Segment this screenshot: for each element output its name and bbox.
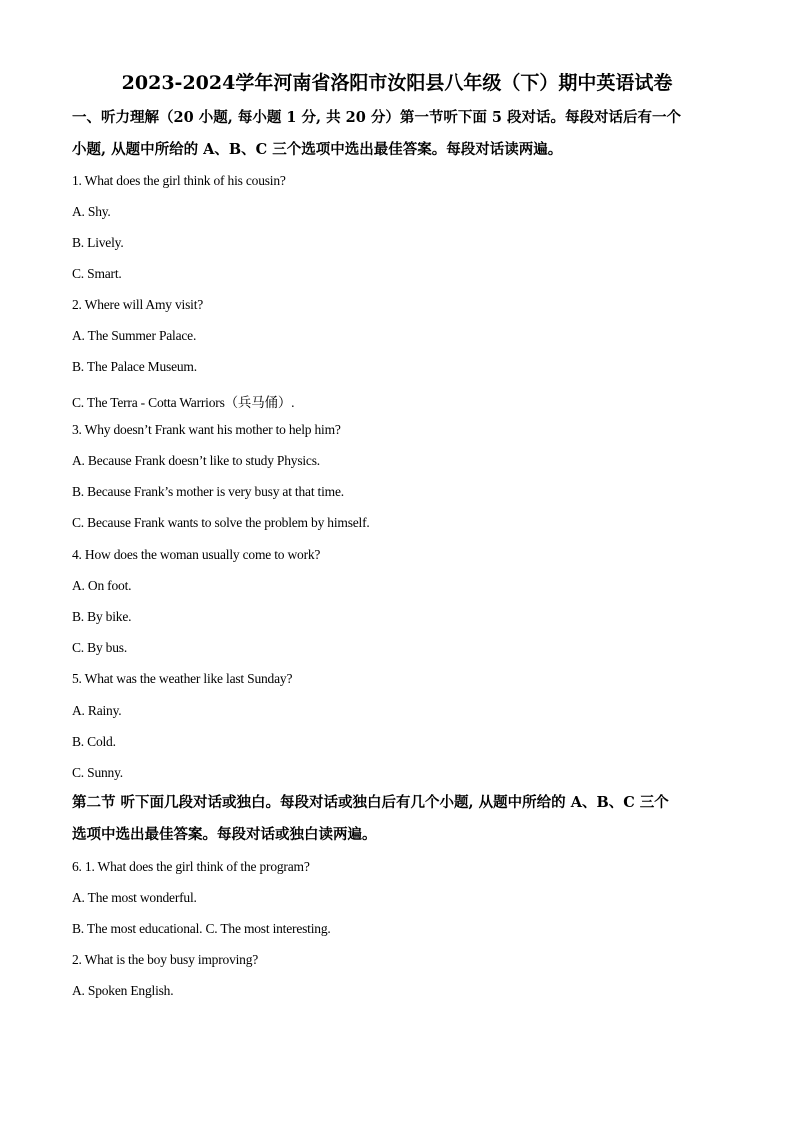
section-2-instructions-line-1: 第二节 听下面几段对话或独白。每段对话或独白后有几个小题, 从题中所给的 A、B、C 三个 [72, 794, 669, 811]
question-4-option-c: C. By bus. [72, 640, 128, 655]
question-6-1: 6. 1. What does the girl think of the program? [72, 859, 310, 874]
question-5-option-b: B. Cold. [72, 734, 116, 749]
question-1-option-b: B. Lively. [72, 235, 124, 250]
question-1: 1. What does the girl think of his cousin? [72, 173, 286, 188]
question-6-1-option-a: A. The most wonderful. [72, 890, 197, 905]
question-6-2-option-a: A. Spoken English. [72, 983, 174, 998]
question-3-option-a: A. Because Frank doesn’t like to study Physics. [72, 453, 320, 468]
question-5-option-c: C. Sunny. [72, 765, 123, 780]
question-4-option-a: A. On foot. [72, 578, 132, 593]
question-1-option-a: A. Shy. [72, 204, 111, 219]
section-2-instructions-line-2: 选项中选出最佳答案。每段对话或独白读两遍。 [72, 826, 377, 843]
question-2-option-c: C. The Terra - Cotta Warriors（兵马俑）. [72, 395, 295, 410]
exam-title: 2023-2024学年河南省洛阳市汝阳县八年级（下）期中英语试卷 [121, 72, 673, 94]
question-4: 4. How does the woman usually come to work? [72, 547, 321, 562]
question-3-option-c: C. Because Frank wants to solve the problem by himself. [72, 515, 370, 530]
question-4-option-b: B. By bike. [72, 609, 132, 624]
question-3: 3. Why doesn’t Frank want his mother to help him? [72, 422, 341, 437]
question-2: 2. Where will Amy visit? [72, 297, 204, 312]
question-2-option-a: A. The Summer Palace. [72, 328, 197, 343]
question-3-option-b: B. Because Frank’s mother is very busy at that time. [72, 484, 344, 499]
question-2-option-b: B. The Palace Museum. [72, 359, 197, 374]
section-1-instructions-line-2: 小题, 从题中所给的 A、B、C 三个选项中选出最佳答案。每段对话读两遍。 [72, 141, 563, 158]
question-6-1-options-b-c: B. The most educational. C. The most interesting. [72, 921, 331, 936]
question-5: 5. What was the weather like last Sunday? [72, 671, 293, 686]
question-5-option-a: A. Rainy. [72, 703, 122, 718]
question-1-option-c: C. Smart. [72, 266, 122, 281]
question-6-2: 2. What is the boy busy improving? [72, 952, 259, 967]
section-1-instructions-line-1: 一、听力理解（20 小题, 每小题 1 分, 共 20 分）第一节听下面 5 段对话。每段对话后有一个 [72, 109, 682, 126]
